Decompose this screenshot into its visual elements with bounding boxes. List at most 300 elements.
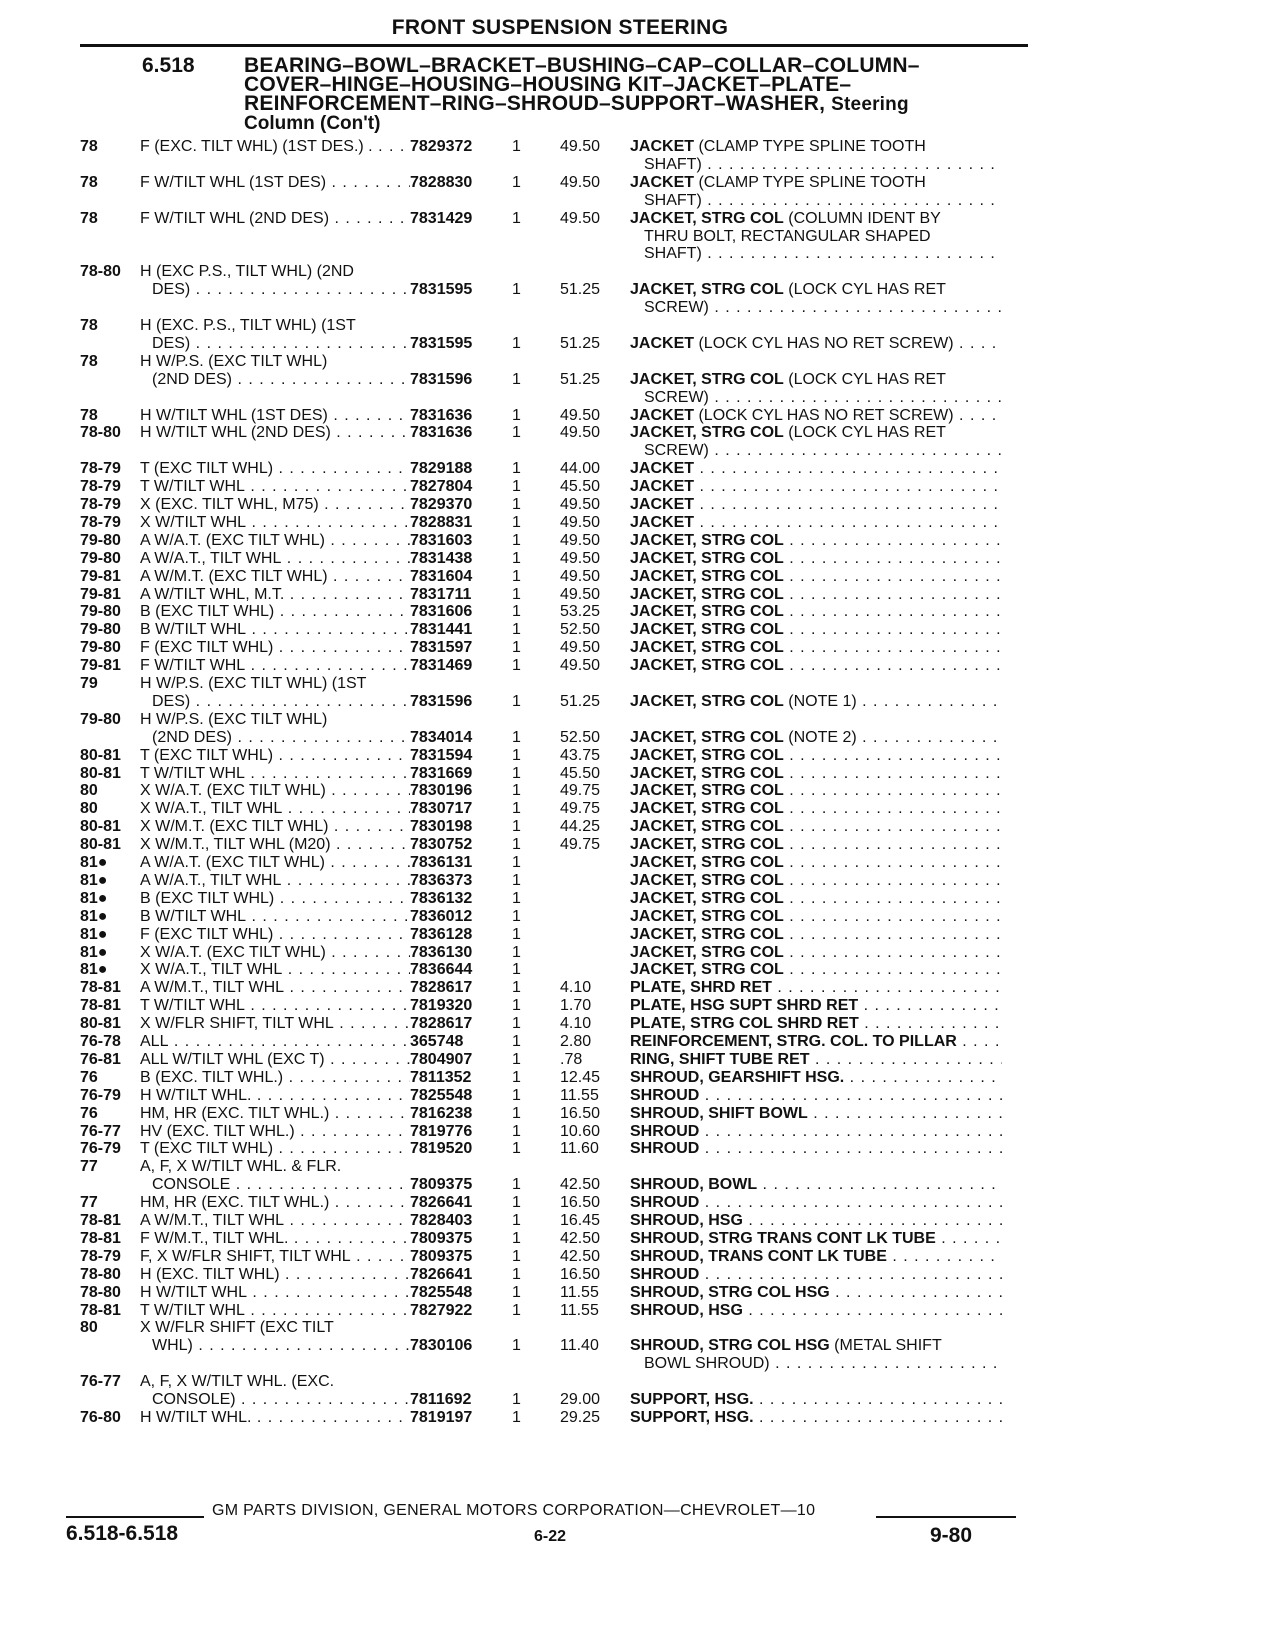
- row-description: ALL W/TILT WHL (EXC T) . . .: [140, 1051, 410, 1068]
- row-price: 49.50: [560, 496, 601, 513]
- row-part-name: [630, 1337, 1002, 1354]
- row-description: F, X W/FLR SHIFT, TILT WHL . . .: [140, 1248, 410, 1265]
- row-part-name: [630, 550, 1002, 567]
- row-quantity: 1: [512, 907, 521, 925]
- row-part-name-text: SHROUD: [630, 1140, 700, 1158]
- row-quantity: 1: [512, 657, 521, 675]
- row-part-name: [630, 210, 1002, 227]
- row-part-name-text: SHROUD: [630, 1194, 700, 1212]
- row-part-detail: (COLUMN IDENT BY: [783, 209, 941, 227]
- row-part-name-text: JACKET, STRG COL: [630, 621, 784, 639]
- row-year: 78: [80, 138, 98, 155]
- row-part-name: [630, 836, 1002, 853]
- row-part-number: 7836131: [410, 854, 473, 871]
- row-description: (2ND DES) . . .: [152, 729, 410, 746]
- row-price: 49.50: [560, 585, 601, 603]
- row-part-name: [630, 979, 1002, 996]
- row-part-detail-continued: THRU BOLT, RECTANGULAR SHAPED: [644, 227, 931, 245]
- row-description: HV (EXC. TILT WHL.) . . .: [140, 1123, 410, 1140]
- row-part-name: [630, 1051, 1002, 1068]
- row-description: F W/M.T., TILT WHL. . . .: [140, 1230, 410, 1247]
- section-subtitle: Column (Con't): [244, 113, 381, 134]
- row-price: 11.60: [560, 1140, 599, 1158]
- row-part-number: 7831429: [410, 209, 473, 227]
- row-price: 49.50: [560, 138, 601, 155]
- row-quantity: 1: [512, 281, 521, 299]
- row-part-number: 7831636: [410, 424, 473, 442]
- row-description: H W/P.S. (EXC TILT WHL) (1ST: [140, 675, 367, 692]
- row-part-name: [630, 693, 1002, 710]
- row-description: H W/TILT WHL (1ST DES) . . .: [140, 407, 410, 424]
- row-description: F W/TILT WHL (1ST DES) . . .: [140, 174, 410, 191]
- row-description: DES) . . .: [152, 693, 410, 710]
- row-price: 16.45: [560, 1212, 601, 1229]
- row-price: 49.50: [560, 567, 601, 585]
- row-price: 16.50: [560, 1194, 601, 1212]
- row-part-number: 7827804: [410, 478, 473, 496]
- row-quantity: 1: [512, 889, 521, 907]
- row-price: 49.50: [560, 639, 601, 657]
- row-part-detail-continued: SCREW) . . .: [644, 299, 1002, 316]
- row-year: 80-81: [80, 764, 121, 782]
- row-part-name: [630, 1087, 1002, 1104]
- row-description: F (EXC. TILT WHL) (1ST DES.) . . . .: [140, 138, 410, 155]
- row-part-name: [630, 1248, 1002, 1265]
- row-part-detail-continued: SHAFT) . . .: [644, 245, 1002, 262]
- row-quantity: 1: [512, 424, 521, 442]
- section-title-line-3: [244, 94, 984, 114]
- row-quantity: 1: [512, 800, 521, 818]
- row-quantity: 1: [512, 1122, 521, 1140]
- row-part-name: [630, 639, 1002, 656]
- row-part-name: [630, 138, 1002, 155]
- row-part-detail: (LOCK CYL HAS RET: [783, 424, 946, 442]
- section-title-line-3-text: REINFORCEMENT–RING–SHROUD–SUPPORT–WASHER,: [244, 92, 826, 115]
- row-description: DES) . . .: [152, 335, 410, 352]
- row-quantity: 1: [512, 209, 521, 227]
- row-part-number: 7831606: [410, 603, 473, 621]
- row-quantity: 1: [512, 138, 521, 155]
- row-part-number: 7831711: [410, 585, 472, 603]
- row-part-name: [630, 1140, 1002, 1157]
- row-part-number: 7819320: [410, 997, 473, 1015]
- row-year: 78-79: [80, 460, 121, 478]
- row-part-name-text: JACKET: [630, 406, 695, 424]
- row-part-name-text: JACKET: [630, 173, 695, 191]
- row-part-name-text: JACKET, STRG COL: [630, 854, 784, 871]
- row-part-name: [630, 1123, 1002, 1140]
- row-part-name-text: JACKET, STRG COL: [630, 692, 784, 710]
- row-part-name-text: PLATE, SHRD RET: [630, 979, 772, 997]
- footer-rule-left: [66, 1516, 204, 1518]
- row-part-detail-continued: SHAFT) . . .: [644, 192, 1002, 209]
- row-part-name: [630, 478, 1002, 495]
- row-part-number: 7828617: [410, 1015, 473, 1033]
- section-title-last-word: Steering: [831, 94, 909, 115]
- row-part-name-text: JACKET, STRG COL: [630, 836, 784, 854]
- row-quantity: 1: [512, 979, 521, 997]
- row-price: 11.40: [560, 1337, 599, 1355]
- row-part-name-text: JACKET, STRG COL: [630, 907, 784, 925]
- row-description: HM, HR (EXC. TILT WHL.) . . .: [140, 1194, 410, 1211]
- row-quantity: 1: [512, 871, 521, 889]
- row-quantity: 1: [512, 1104, 521, 1122]
- row-part-name: [630, 657, 1002, 674]
- row-part-detail: (CLAMP TYPE SPLINE TOOTH: [694, 173, 926, 191]
- row-part-number: 7827922: [410, 1301, 473, 1319]
- row-price: 51.25: [560, 334, 601, 352]
- row-part-name: [630, 460, 1002, 477]
- row-part-name: [630, 997, 1002, 1014]
- row-part-name-text: JACKET, STRG COL: [630, 531, 784, 549]
- row-part-number: 7831597: [410, 639, 473, 657]
- row-price: 49.75: [560, 800, 601, 818]
- row-description: B (EXC TILT WHL) . . .: [140, 603, 410, 620]
- row-part-name-text: JACKET: [630, 496, 695, 513]
- row-quantity: 1: [512, 943, 521, 961]
- row-part-name-text: SHROUD, STRG COL HSG: [630, 1283, 830, 1301]
- row-part-name: [630, 532, 1002, 549]
- row-part-name-text: JACKET, STRG COL: [630, 281, 784, 299]
- row-part-name-text: JACKET: [630, 478, 695, 496]
- row-part-number: 7831604: [410, 567, 473, 585]
- row-description: F (EXC TILT WHL) . . .: [140, 926, 410, 943]
- row-description: A, F, X W/TILT WHL. (EXC.: [140, 1373, 335, 1391]
- row-price: 12.45: [560, 1068, 601, 1086]
- row-part-number: 7829372: [410, 138, 473, 155]
- row-part-detail: (NOTE 2): [783, 728, 857, 746]
- row-description: B (EXC TILT WHL) . . .: [140, 890, 410, 907]
- row-part-name-text: SHROUD, BOWL: [630, 1176, 758, 1194]
- footer-date: 9-80: [930, 1524, 973, 1547]
- row-part-name: [630, 800, 1002, 817]
- row-part-number: 7830106: [410, 1337, 473, 1355]
- row-part-name-text: SHROUD, HSG: [630, 1212, 743, 1229]
- row-year: 80-81: [80, 746, 121, 764]
- row-description: F (EXC TILT WHL) . . .: [140, 639, 410, 656]
- row-description: X W/FLR SHIFT (EXC TILT: [140, 1319, 334, 1337]
- row-quantity: 1: [512, 1247, 521, 1265]
- row-price: 43.75: [560, 746, 601, 764]
- row-quantity: 1: [512, 496, 521, 513]
- row-part-name-text: JACKET, STRG COL: [630, 818, 784, 836]
- row-description: H W/TILT WHL. . . .: [140, 1409, 410, 1426]
- row-year: 81●: [80, 961, 108, 979]
- row-description: T W/TILT WHL . . .: [140, 997, 410, 1014]
- row-description: B W/TILT WHL . . .: [140, 908, 410, 925]
- row-description: A W/A.T. (EXC TILT WHL) . . .: [140, 854, 410, 871]
- row-quantity: 1: [512, 1265, 521, 1283]
- row-price: 49.50: [560, 406, 601, 424]
- row-year: 81●: [80, 943, 108, 961]
- row-price: 1.70: [560, 997, 592, 1015]
- row-part-detail: (LOCK CYL HAS RET: [783, 281, 946, 299]
- row-description: X W/M.T. (EXC TILT WHL) . . .: [140, 818, 410, 835]
- row-price: 4.10: [560, 979, 592, 997]
- row-year: 78: [80, 406, 98, 424]
- row-part-number: 7830752: [410, 836, 473, 854]
- row-description: A, F, X W/TILT WHL. & FLR.: [140, 1158, 342, 1176]
- row-part-number: 7811692: [410, 1391, 472, 1408]
- footer-text: GM PARTS DIVISION, GENERAL MOTORS CORPORATION—CHEVROLET—10: [212, 1502, 816, 1519]
- row-quantity: 1: [512, 1086, 521, 1104]
- row-year: 81●: [80, 925, 108, 943]
- row-year: 79-80: [80, 710, 121, 728]
- row-year: 79-81: [80, 585, 121, 603]
- row-year: 78-81: [80, 1229, 121, 1247]
- row-year: 79-81: [80, 567, 121, 585]
- row-year: 78-79: [80, 1247, 121, 1265]
- row-part-name-text: SHROUD, HSG: [630, 1301, 743, 1319]
- row-part-name-text: JACKET: [630, 513, 695, 531]
- row-description: F W/TILT WHL . . .: [140, 657, 410, 674]
- row-part-detail: (NOTE 1): [783, 692, 857, 710]
- row-part-name: [630, 1194, 1002, 1211]
- row-part-name-text: JACKET, STRG COL: [630, 782, 784, 800]
- row-year: 76-78: [80, 1033, 121, 1050]
- footer-page-number: 6-22: [533, 1528, 567, 1545]
- row-part-name: [630, 782, 1002, 799]
- row-year: 78-81: [80, 979, 121, 997]
- row-price: 49.50: [560, 173, 601, 191]
- row-quantity: 1: [512, 567, 521, 585]
- row-price: 49.50: [560, 549, 601, 567]
- row-part-name: [630, 765, 1002, 782]
- row-part-number: 7828403: [410, 1212, 473, 1229]
- row-quantity: 1: [512, 406, 521, 424]
- row-year: 76-77: [80, 1122, 121, 1140]
- row-description: A W/TILT WHL, M.T. . . .: [140, 586, 410, 603]
- row-year: 78: [80, 209, 98, 227]
- row-part-name-text: JACKET, STRG COL: [630, 764, 784, 782]
- row-quantity: 1: [512, 1229, 521, 1247]
- row-description: A W/M.T., TILT WHL . . .: [140, 979, 410, 996]
- row-price: 2.80: [560, 1033, 592, 1050]
- row-description: H (EXC. TILT WHL) . . .: [140, 1266, 410, 1283]
- row-part-name-text: RING, SHIFT TUBE RET: [630, 1050, 810, 1068]
- row-part-name: [630, 1105, 1002, 1122]
- row-part-detail: (LOCK CYL HAS NO RET SCREW): [694, 406, 954, 424]
- row-description: X W/M.T., TILT WHL (M20) . . .: [140, 836, 410, 853]
- row-part-number: 7831596: [410, 370, 473, 388]
- row-quantity: 1: [512, 836, 521, 854]
- row-part-number: 7831595: [410, 281, 473, 299]
- row-description: X W/FLR SHIFT, TILT WHL . . .: [140, 1015, 410, 1032]
- row-year: 81●: [80, 854, 108, 871]
- row-description: H W/TILT WHL (2ND DES) . . .: [140, 424, 410, 441]
- row-price: 51.25: [560, 281, 601, 299]
- row-part-name: [630, 335, 1002, 352]
- row-part-number: 7811352: [410, 1068, 472, 1086]
- row-part-number: 365748: [410, 1033, 464, 1050]
- row-price: 52.50: [560, 621, 601, 639]
- row-year: 79-81: [80, 657, 121, 675]
- row-quantity: 1: [512, 1015, 521, 1033]
- row-part-name: [630, 961, 1002, 978]
- row-description: H W/P.S. (EXC TILT WHL): [140, 710, 328, 728]
- row-part-number: 7831595: [410, 334, 473, 352]
- row-quantity: 1: [512, 621, 521, 639]
- row-price: 49.50: [560, 424, 601, 442]
- row-part-number: 7831603: [410, 531, 473, 549]
- row-year: 78-80: [80, 424, 121, 442]
- row-year: 78-80: [80, 1283, 121, 1301]
- row-price: 49.50: [560, 513, 601, 531]
- row-quantity: 1: [512, 585, 521, 603]
- row-part-name: [630, 1015, 1002, 1032]
- row-year: 77: [80, 1194, 98, 1212]
- footer-section-range: 6.518-6.518: [66, 1522, 179, 1545]
- row-price: 51.25: [560, 370, 601, 388]
- row-part-name: [630, 1212, 1002, 1229]
- row-description: X W/A.T. (EXC TILT WHL) . . .: [140, 782, 410, 799]
- row-price: 16.50: [560, 1265, 601, 1283]
- row-year: 76-80: [80, 1408, 121, 1426]
- row-description: X W/A.T., TILT WHL . . .: [140, 800, 410, 817]
- row-part-name: [630, 944, 1002, 961]
- row-part-number: 7819520: [410, 1140, 473, 1158]
- row-quantity: 1: [512, 1391, 521, 1408]
- row-year: 80: [80, 800, 98, 818]
- row-part-detail: (CLAMP TYPE SPLINE TOOTH: [694, 138, 926, 155]
- row-quantity: 1: [512, 513, 521, 531]
- row-description: X W/TILT WHL . . .: [140, 514, 410, 531]
- row-part-name: [630, 1033, 1002, 1050]
- row-description: DES) . . .: [152, 281, 410, 298]
- row-part-name: [630, 854, 1002, 871]
- row-part-name-text: JACKET, STRG COL: [630, 424, 784, 442]
- row-part-name: [630, 747, 1002, 764]
- row-quantity: 1: [512, 854, 521, 871]
- row-part-name-text: JACKET, STRG COL: [630, 549, 784, 567]
- row-year: 78-79: [80, 496, 121, 513]
- row-part-number: 7825548: [410, 1283, 473, 1301]
- row-quantity: 1: [512, 1176, 521, 1194]
- row-part-number: 7804907: [410, 1050, 473, 1068]
- row-part-detail-continued: SCREW) . . .: [644, 389, 1002, 406]
- row-price: 44.25: [560, 818, 601, 836]
- row-year: 76-79: [80, 1140, 121, 1158]
- row-part-name-text: SUPPORT, HSG.: [630, 1408, 754, 1426]
- row-year: 79-80: [80, 549, 121, 567]
- row-part-number: 7831594: [410, 746, 473, 764]
- row-part-name: [630, 174, 1002, 191]
- row-description: A W/M.T. (EXC TILT WHL) . . .: [140, 568, 410, 585]
- row-description: A W/A.T. (EXC TILT WHL) . . .: [140, 532, 410, 549]
- row-part-detail: (METAL SHIFT: [829, 1337, 942, 1355]
- row-quantity: 1: [512, 1301, 521, 1319]
- row-part-detail: (LOCK CYL HAS RET: [783, 370, 946, 388]
- row-price: 10.60: [560, 1122, 601, 1140]
- row-part-number: 7831636: [410, 406, 473, 424]
- row-part-number: 7826641: [410, 1265, 473, 1283]
- row-description: T W/TILT WHL . . .: [140, 478, 410, 495]
- row-year: 81●: [80, 871, 108, 889]
- row-quantity: 1: [512, 1068, 521, 1086]
- row-part-name-text: PLATE, HSG SUPT SHRD RET: [630, 997, 859, 1015]
- row-description: X W/A.T., TILT WHL . . .: [140, 961, 410, 978]
- row-price: 29.00: [560, 1391, 601, 1408]
- row-part-name: [630, 1284, 1002, 1301]
- row-part-number: 7834014: [410, 728, 473, 746]
- row-part-name: [630, 603, 1002, 620]
- row-part-name: [630, 818, 1002, 835]
- row-price: 4.10: [560, 1015, 592, 1033]
- section-title-line-2: COVER–HINGE–HOUSING–HOUSING KIT–JACKET–PLATE–: [244, 73, 852, 96]
- row-description: X W/A.T. (EXC TILT WHL) . . .: [140, 944, 410, 961]
- row-year: 76: [80, 1068, 98, 1086]
- row-part-name-text: SHROUD, TRANS CONT LK TUBE: [630, 1247, 887, 1265]
- row-quantity: 1: [512, 1033, 521, 1050]
- row-part-number: 7819197: [410, 1408, 473, 1426]
- row-description: A W/A.T., TILT WHL . . .: [140, 550, 410, 567]
- row-part-name-text: JACKET, STRG COL: [630, 943, 784, 961]
- row-part-number: 7829370: [410, 496, 473, 513]
- row-part-name: [630, 371, 1002, 388]
- row-part-number: 7831441: [410, 621, 473, 639]
- row-part-detail: (LOCK CYL HAS NO RET SCREW): [694, 334, 954, 352]
- row-price: 49.50: [560, 531, 601, 549]
- row-part-name-text: JACKET, STRG COL: [630, 871, 784, 889]
- row-year: 79-80: [80, 603, 121, 621]
- row-price: 11.55: [560, 1301, 599, 1319]
- row-year: 76-77: [80, 1373, 121, 1391]
- row-part-name-text: JACKET: [630, 334, 695, 352]
- row-part-name-text: PLATE, STRG COL SHRD RET: [630, 1015, 859, 1033]
- row-description: F W/TILT WHL (2ND DES) . . .: [140, 210, 410, 227]
- row-description: CONSOLE) . . .: [152, 1391, 410, 1408]
- row-part-number: 7831469: [410, 657, 473, 675]
- row-part-name-text: JACKET, STRG COL: [630, 603, 784, 621]
- row-quantity: 1: [512, 334, 521, 352]
- row-year: 80-81: [80, 1015, 121, 1033]
- row-description: B (EXC. TILT WHL.) . . .: [140, 1069, 410, 1086]
- row-part-number: 7816238: [410, 1104, 473, 1122]
- row-description: T W/TILT WHL . . .: [140, 765, 410, 782]
- row-part-name-text: SHROUD: [630, 1265, 700, 1283]
- row-price: .78: [560, 1050, 583, 1068]
- row-part-name: [630, 568, 1002, 585]
- row-description: (2ND DES) . . .: [152, 371, 410, 388]
- row-price: 42.50: [560, 1247, 601, 1265]
- row-part-number: 7819776: [410, 1122, 473, 1140]
- row-part-name: [630, 890, 1002, 907]
- row-quantity: 1: [512, 1283, 521, 1301]
- row-year: 78-81: [80, 1212, 121, 1229]
- row-description: T (EXC TILT WHL) . . .: [140, 747, 410, 764]
- row-part-name-text: SHROUD: [630, 1086, 700, 1104]
- row-description: H (EXC P.S., TILT WHL) (2ND: [140, 263, 354, 281]
- row-description: A W/A.T., TILT WHL . . .: [140, 872, 410, 889]
- row-quantity: 1: [512, 531, 521, 549]
- row-description: H (EXC. P.S., TILT WHL) (1ST: [140, 317, 356, 334]
- row-part-name: [630, 1391, 1002, 1408]
- row-year: 80: [80, 1319, 98, 1337]
- row-part-name: [630, 1266, 1002, 1283]
- row-price: 52.50: [560, 728, 601, 746]
- row-description: H W/TILT WHL . . .: [140, 1284, 410, 1301]
- row-part-number: 7836132: [410, 889, 473, 907]
- row-description: T W/TILT WHL . . .: [140, 1302, 410, 1319]
- row-price: 29.25: [560, 1408, 601, 1426]
- row-part-name-text: JACKET: [630, 460, 695, 478]
- row-price: 49.75: [560, 836, 601, 854]
- row-quantity: 1: [512, 478, 521, 496]
- row-price: 45.50: [560, 764, 601, 782]
- row-year: 80: [80, 782, 98, 800]
- row-part-name: [630, 621, 1002, 638]
- row-part-number: 7831596: [410, 692, 473, 710]
